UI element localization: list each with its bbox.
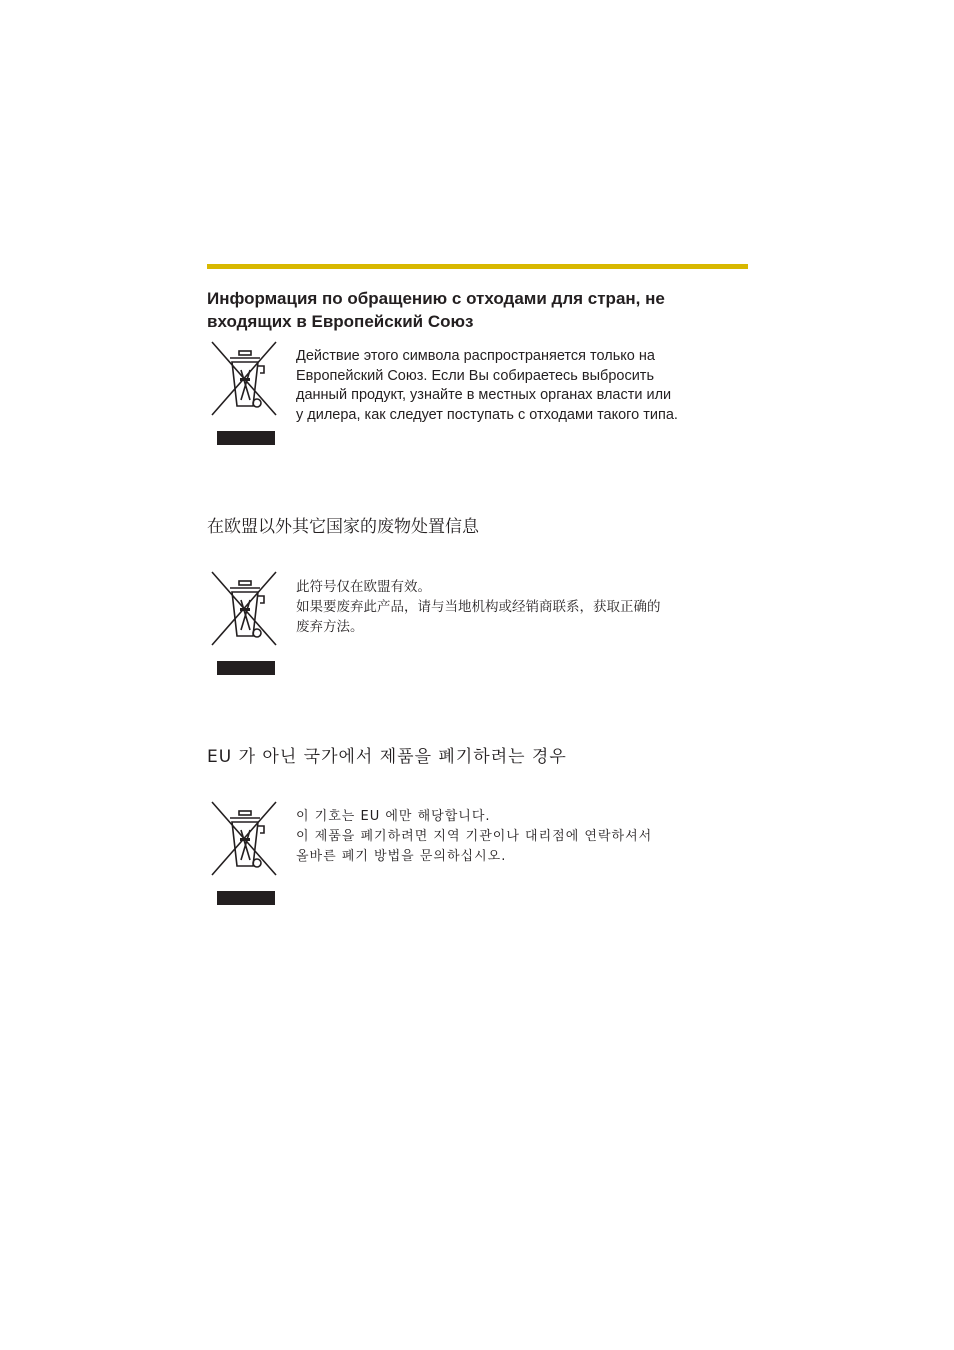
body-ru — [296, 347, 736, 425]
body-zh-line-2: 如果要废弃此产品，请与当地机构或经销商联系，获取正确的 — [296, 599, 661, 615]
body-ko-line-2: 이 제품을 폐기하려면 지역 기관이나 대리점에 연락하셔서 — [296, 829, 653, 844]
body-ru-line-1: Действие этого символа распространяется только на — [296, 348, 655, 364]
heading-zh: 在欧盟以外其它国家的废物处置信息 — [207, 517, 479, 537]
crossed-out-wheeled-bin-icon — [210, 570, 278, 680]
body-ru-line-3: данный продукт, узнайте в местных органах власти или — [296, 387, 672, 403]
body-zh — [296, 577, 736, 637]
body-zh-line-1: 此符号仅在欧盟有效。 — [296, 579, 431, 595]
heading-ru-line-1: Информация по обращению с отходами для стран, не — [207, 289, 665, 308]
body-ko-line-3: 올바른 폐기 방법을 문의하십시오. — [296, 849, 507, 864]
crossed-out-wheeled-bin-icon — [210, 800, 278, 910]
body-ko-line-1: 이 기호는 EU 에만 해당합니다. — [296, 809, 491, 824]
heading-ko: EU 가 아닌 국가에서 제품을 폐기하려는 경우 — [207, 747, 567, 767]
body-ru-line-4: у дилера, как следует поступать с отходами такого типа. — [296, 406, 678, 423]
section-divider-rule — [207, 264, 748, 269]
body-ko — [296, 807, 741, 867]
heading-ru — [207, 287, 747, 333]
body-zh-line-3: 废弃方法。 — [296, 619, 364, 635]
body-ru-line-2: Европейский Союз. Если Вы собираетесь выбросить — [296, 367, 654, 384]
heading-ru-line-2: входящих в Европейский Союз — [207, 312, 474, 331]
crossed-out-wheeled-bin-icon — [210, 340, 278, 450]
